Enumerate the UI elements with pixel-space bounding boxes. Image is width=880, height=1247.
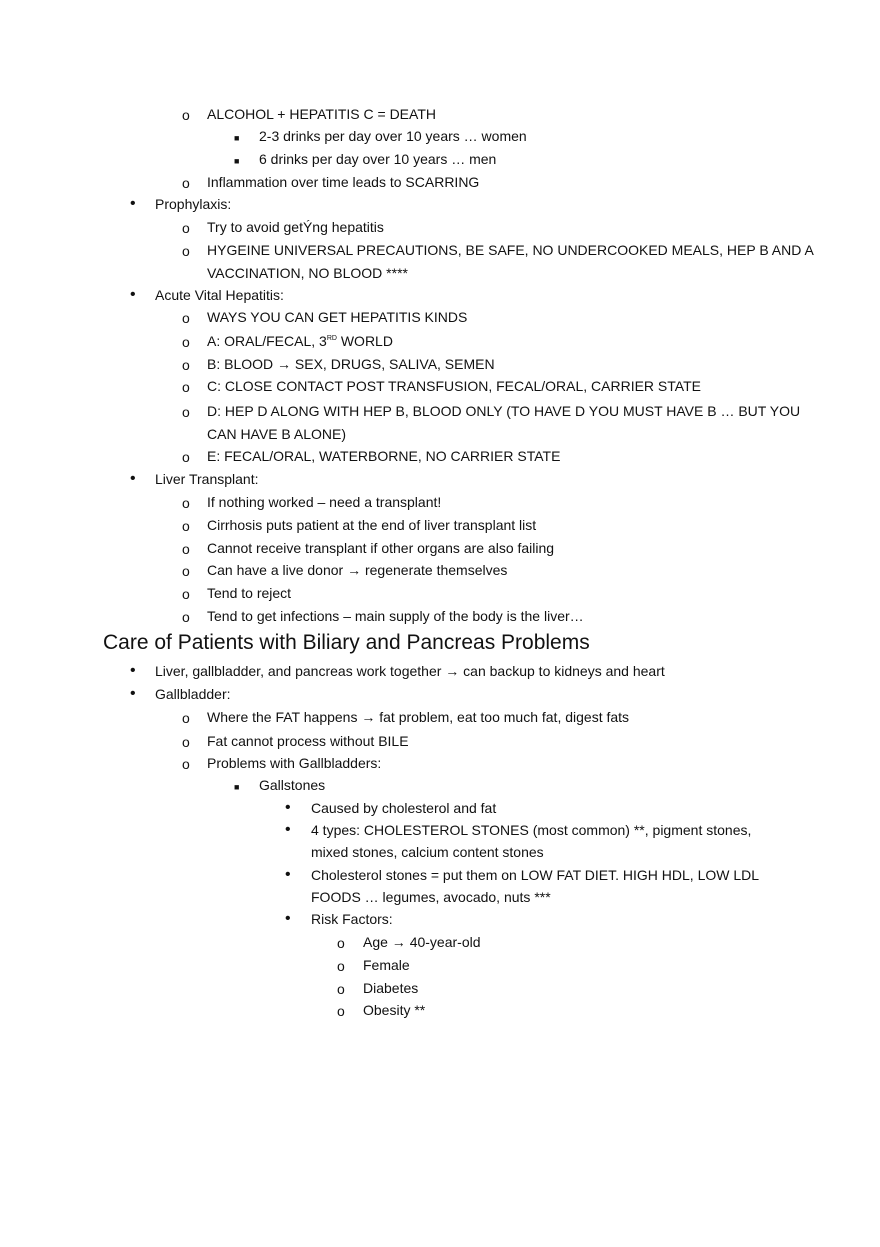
list-item-continuation: mixed stones, calcium content stones — [311, 844, 544, 860]
bullet-disc: • — [130, 685, 136, 702]
list-item: C: CLOSE CONTACT POST TRANSFUSION, FECAL/ORAL, CARRIER STATE — [207, 378, 701, 394]
list-item: HYGEINE UNIVERSAL PRECAUTIONS, BE SAFE, NO UNDERCOOKED MEALS, HEP B AND A — [207, 242, 814, 258]
bullet-circle: o — [182, 518, 190, 534]
bullet-circle: o — [182, 107, 190, 123]
bullet-disc: • — [285, 821, 291, 838]
list-item: Diabetes — [363, 980, 419, 996]
bullet-circle: o — [182, 609, 190, 625]
bullet-circle: o — [182, 334, 190, 350]
list-item: Gallstones — [259, 777, 326, 793]
list-item: D: HEP D ALONG WITH HEP B, BLOOD ONLY (TO HAVE D YOU MUST HAVE B … BUT YOU — [207, 403, 801, 419]
bullet-disc: • — [130, 470, 136, 487]
list-item: Caused by cholesterol and fat — [311, 800, 497, 816]
list-item: Obesity ** — [363, 1002, 426, 1018]
list-item: Inflammation over time leads to SCARRING — [207, 174, 480, 190]
bullet-circle: o — [182, 357, 190, 373]
bullet-disc: • — [285, 910, 291, 927]
list-item: Risk Factors: — [311, 911, 393, 927]
list-item-continuation: CAN HAVE B ALONE) — [207, 426, 347, 442]
list-item: Tend to reject — [207, 585, 292, 601]
list-item: Where the FAT happens → fat problem, eat too much fat, digest fats — [207, 709, 630, 725]
list-item-text: WORLD — [336, 333, 393, 349]
bullet-disc: • — [130, 195, 136, 212]
list-item: If nothing worked – need a transplant! — [207, 494, 442, 510]
bullet-circle: o — [182, 710, 190, 726]
list-item: E: FECAL/ORAL, WATERBORNE, NO CARRIER STATE — [207, 448, 561, 464]
bullet-circle: o — [182, 404, 190, 420]
bullet-circle: o — [182, 734, 190, 750]
list-item: Cholesterol stones = put them on LOW FAT DIET. HIGH HDL, LOW LDL — [311, 867, 760, 883]
bullet-disc: • — [285, 866, 291, 883]
bullet-circle: o — [182, 310, 190, 326]
list-item: WAYS YOU CAN GET HEPATITIS KINDS — [207, 309, 468, 325]
bullet-square: ■ — [234, 782, 240, 792]
superscript: RD — [326, 335, 337, 342]
bullet-disc: • — [130, 662, 136, 679]
bullet-circle: o — [337, 935, 345, 951]
bullet-circle: o — [182, 541, 190, 557]
list-item: Liver, gallbladder, and pancreas work together → can backup to kidneys and heart — [155, 663, 665, 679]
bullet-circle: o — [182, 243, 190, 259]
list-item: Gallbladder: — [155, 686, 231, 702]
bullet-circle: o — [182, 495, 190, 511]
bullet-disc: • — [285, 799, 291, 816]
list-item: Can have a live donor → regenerate themselves — [207, 562, 508, 578]
bullet-circle: o — [182, 586, 190, 602]
bullet-circle: o — [182, 220, 190, 236]
list-item — [207, 332, 393, 350]
list-item: 4 types: CHOLESTEROL STONES (most common) **, pigment stones, — [311, 822, 752, 838]
list-item: Female — [363, 957, 410, 973]
bullet-circle: o — [182, 563, 190, 579]
bullet-circle: o — [337, 1003, 345, 1019]
bullet-circle: o — [182, 449, 190, 465]
list-item: B: BLOOD → SEX, DRUGS, SALIVA, SEMEN — [207, 356, 495, 372]
list-item: Fat cannot process without BILE — [207, 733, 409, 749]
list-item: Prophylaxis: — [155, 196, 232, 212]
list-item: Cannot receive transplant if other organs are also failing — [207, 540, 555, 556]
bullet-square: ■ — [234, 133, 240, 143]
bullet-square: ■ — [234, 156, 240, 166]
bullet-circle: o — [337, 958, 345, 974]
list-item: Acute Vital Hepatitis: — [155, 287, 284, 303]
list-item: Problems with Gallbladders: — [207, 755, 382, 771]
list-item-text: A: ORAL/FECAL, 3 — [207, 333, 327, 349]
bullet-circle: o — [337, 981, 345, 997]
bullet-circle: o — [182, 175, 190, 191]
section-heading: Care of Patients with Biliary and Pancreas Problems — [103, 631, 590, 654]
list-item: 6 drinks per day over 10 years … men — [259, 151, 497, 167]
list-item-continuation: VACCINATION, NO BLOOD **** — [207, 265, 408, 281]
list-item: ALCOHOL + HEPATITIS C = DEATH — [207, 106, 436, 122]
list-item: Cirrhosis puts patient at the end of liver transplant list — [207, 517, 537, 533]
list-item: 2-3 drinks per day over 10 years … women — [259, 128, 527, 144]
list-item: Try to avoid getÝng hepatitis — [207, 219, 384, 235]
bullet-circle: o — [182, 379, 190, 395]
bullet-circle: o — [182, 756, 190, 772]
list-item-continuation: FOODS … legumes, avocado, nuts *** — [311, 889, 551, 905]
bullet-disc: • — [130, 286, 136, 303]
list-item: Tend to get infections – main supply of the body is the liver… — [207, 608, 584, 624]
list-item: Age → 40-year-old — [363, 934, 481, 950]
list-item: Liver Transplant: — [155, 471, 259, 487]
